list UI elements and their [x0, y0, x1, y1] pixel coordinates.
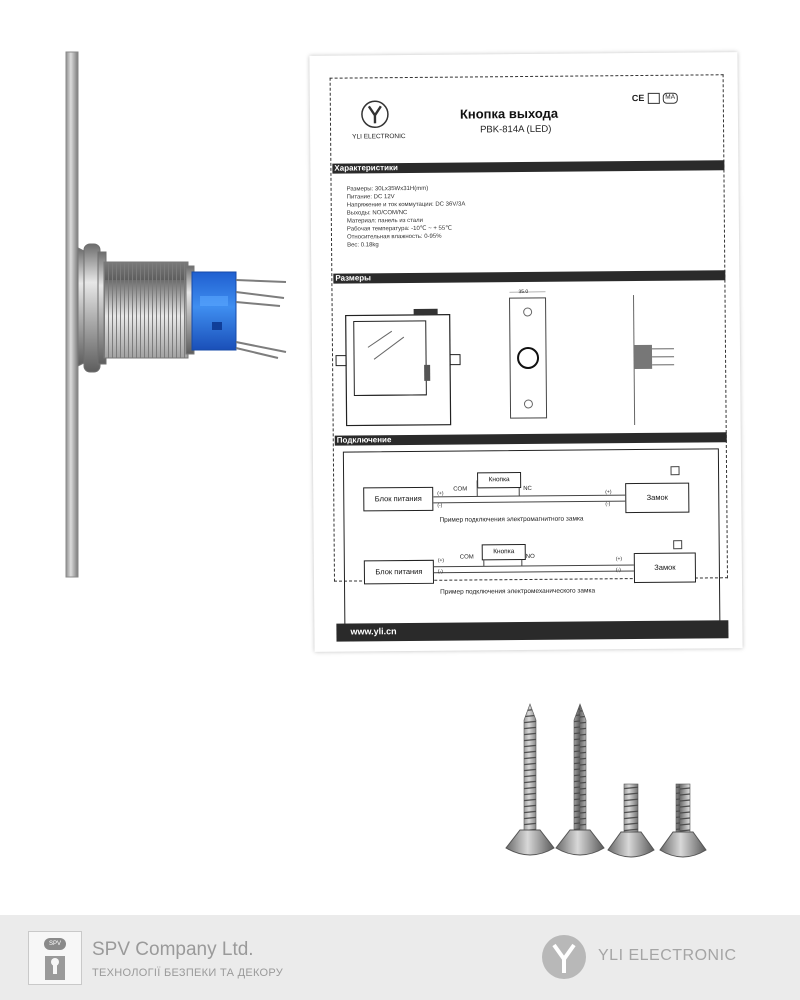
- ma-mark: MA: [662, 93, 678, 104]
- button-box: [477, 472, 521, 488]
- mounting-screws: [500, 700, 720, 870]
- spec-line: Рабочая температура: -10℃ ~ + 55℃: [346, 225, 452, 233]
- instruction-sheet: [309, 52, 742, 652]
- threaded-barrel: [104, 262, 194, 358]
- wood-screw-icon: [506, 704, 554, 855]
- spec-line: Выходы: NO/COM/NC: [346, 210, 408, 217]
- com-label: COM: [459, 554, 474, 561]
- hex-nut: [84, 244, 106, 372]
- minus-label: (-): [437, 568, 443, 575]
- mounting-plate: [66, 52, 78, 577]
- sheet-title: Кнопка выхода: [459, 105, 559, 122]
- spec-line: Относительная влажность: 0-95%: [346, 233, 442, 241]
- diagram-caption: Пример подключения электромагнитного замка: [439, 515, 584, 524]
- company-tagline: ТЕХНОЛОГІЇ БЕЗПЕКИ ТА ДЕКОРУ: [92, 967, 284, 979]
- spv-logo: [28, 931, 82, 985]
- lock-box: [625, 483, 689, 514]
- com-label: COM: [453, 486, 468, 493]
- spv-keyhole-icon: [39, 950, 71, 982]
- spec-line: Питание: DC 12V: [346, 194, 395, 201]
- spec-line: Напряжение и ток коммутации: DC 36V/3A: [346, 201, 466, 209]
- dimension-drawings: [333, 284, 726, 437]
- machine-screw-icon: [608, 784, 654, 857]
- diagram-caption: Пример подключения электромеханического замка: [440, 587, 596, 596]
- solder-terminals: [236, 280, 286, 358]
- power-supply-box: [363, 487, 433, 512]
- spec-line: Размеры: 30Lx35Wx31H(mm): [346, 185, 429, 193]
- yli-footer-logo-icon: [540, 933, 588, 981]
- yli-logo-icon: [360, 99, 390, 129]
- blue-led-housing: [192, 272, 236, 350]
- sheet-model: PBK-814A (LED): [480, 123, 552, 136]
- company-name: SPV Company Ltd.: [92, 939, 254, 960]
- spv-logo-badge: SPV: [44, 938, 66, 950]
- spec-line: Материал: панель из стали: [346, 217, 424, 225]
- dimension-label: 35.0: [518, 288, 529, 296]
- brand-footer: [0, 915, 800, 1000]
- button-label: Кнопка: [493, 548, 515, 556]
- plus-label: (+): [615, 556, 623, 563]
- contact-label: NO: [525, 553, 535, 561]
- plus-label: (+): [605, 489, 612, 496]
- dimensions-heading: Размеры: [335, 273, 372, 283]
- minus-label: (-): [437, 502, 443, 509]
- exit-button-photo: [40, 40, 300, 600]
- power-supply-box: [364, 560, 434, 585]
- plus-label: (+): [437, 557, 445, 564]
- eac-mark: [647, 93, 659, 104]
- spec-line: Вес: 0.18kg: [347, 242, 379, 249]
- contact-label: NC: [523, 485, 532, 493]
- minus-label: (-): [605, 501, 611, 508]
- specs-heading: Характеристики: [334, 163, 398, 173]
- button-label: Кнопка: [488, 476, 510, 484]
- lock-box: [634, 553, 696, 584]
- sheet-website: www.yli.cn: [350, 626, 397, 637]
- wiring-heading: Подключение: [336, 435, 392, 445]
- lock-label: Замок: [654, 562, 676, 572]
- button-box: [482, 544, 526, 560]
- lock-label: Замок: [646, 492, 668, 502]
- sheet-brand: YLI ELECTRONIC: [352, 133, 406, 141]
- certification-marks: [632, 93, 678, 104]
- minus-label: (-): [615, 567, 621, 574]
- partner-name: YLI ELECTRONIC: [598, 947, 737, 964]
- machine-screw-icon: [660, 784, 706, 857]
- ce-mark: CE: [631, 92, 645, 104]
- plus-label: (+): [437, 490, 444, 497]
- wood-screw-icon: [556, 704, 604, 855]
- power-supply-label: Блок питания: [374, 493, 422, 504]
- power-supply-label: Блок питания: [375, 566, 423, 577]
